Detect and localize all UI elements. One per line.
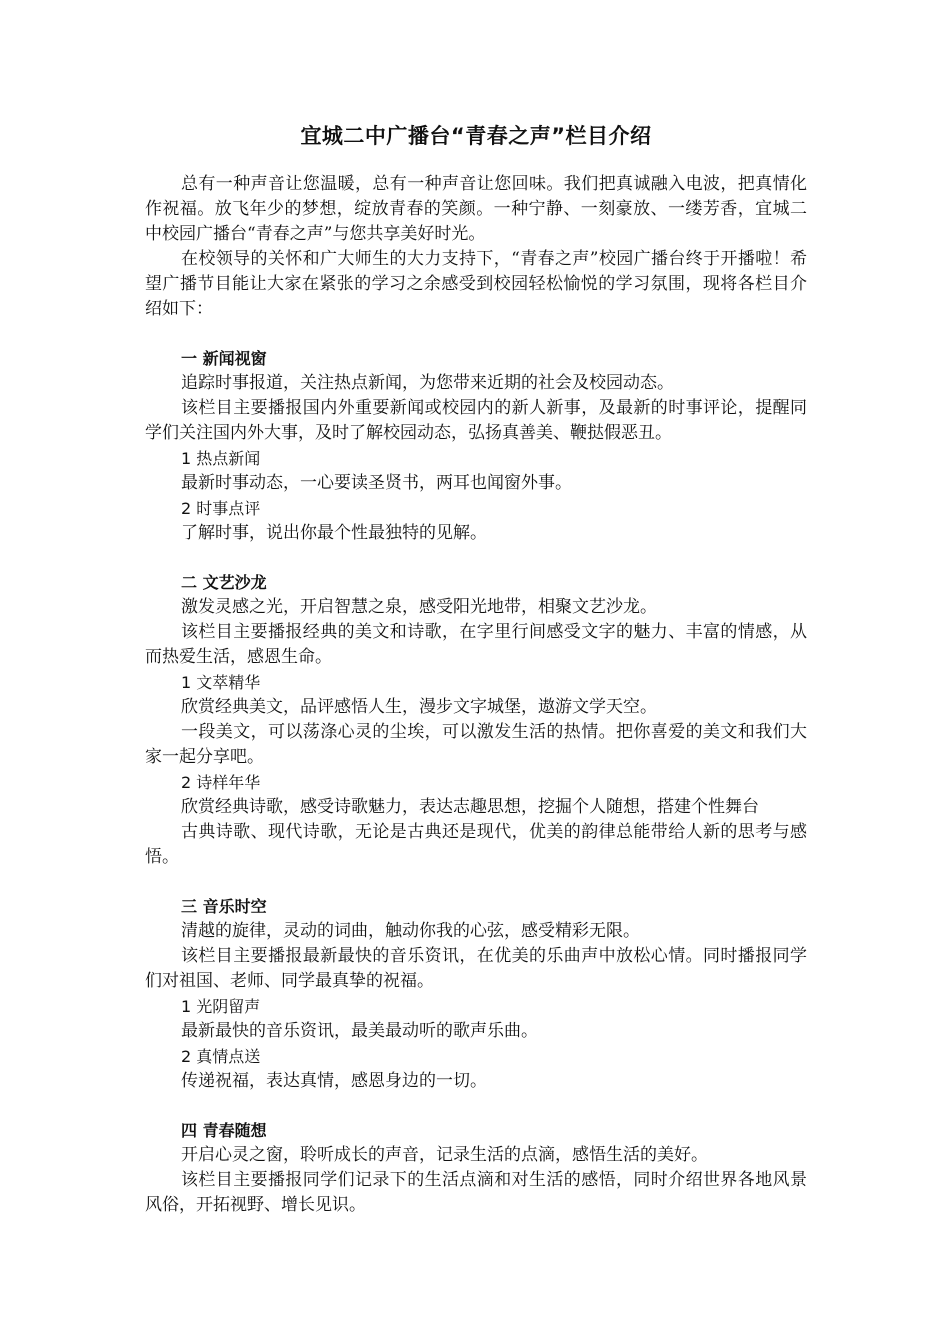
subsection-label: 1 文萃精华 xyxy=(181,673,261,692)
section-news xyxy=(145,346,807,546)
subsection-paragraph: 欣赏经典诗歌，感受诗歌魅力，表达志趣思想，挖掘个人随想，搭建个性舞台 xyxy=(181,797,759,817)
section-heading: 三 音乐时空 xyxy=(181,897,267,916)
section-paragraph: 追踪时事报道，关注热点新闻，为您带来近期的社会及校园动态。 xyxy=(181,373,674,393)
section-paragraph: 该栏目主要播报国内外重要新闻或校园内的新人新事，及最新的时事评论，提醒同学们关注国内外大事，及时了解校园动态，弘扬真善美、鞭挞假恶丑。 xyxy=(145,398,807,443)
section-paragraph: 该栏目主要播报同学们记录下的生活点滴和对生活的感悟，同时介绍世界各地风景风俗，开拓视野、增长见识。 xyxy=(145,1170,807,1215)
subsection-paragraph: 最新时事动态，一心要读圣贤书，两耳也闻窗外事。 xyxy=(181,473,572,493)
document-content xyxy=(145,118,807,1218)
section-heading: 四 青春随想 xyxy=(181,1121,267,1140)
subsection-label: 1 光阴留声 xyxy=(181,997,261,1016)
section-paragraph: 开启心灵之窗，聆听成长的声音，记录生活的点滴，感悟生活的美好。 xyxy=(181,1145,708,1165)
section-paragraph: 该栏目主要播报经典的美文和诗歌，在字里行间感受文字的魅力、丰富的情感，从而热爱生活，感恩生命。 xyxy=(145,622,807,667)
subsection-paragraph: 一段美文，可以荡涤心灵的尘埃，可以激发生活的热情。把你喜爱的美文和我们大家一起分享吧。 xyxy=(145,722,807,767)
section-arts xyxy=(145,570,807,870)
section-youth xyxy=(145,1118,807,1218)
subsection-paragraph: 了解时事，说出你最个性最独特的见解。 xyxy=(181,523,487,543)
subsection-paragraph: 传递祝福，表达真情，感恩身边的一切。 xyxy=(181,1071,487,1091)
subsection-paragraph: 古典诗歌、现代诗歌，无论是古典还是现代，优美的韵律总能带给人新的思考与感悟。 xyxy=(145,822,807,867)
subsection-label: 2 时事点评 xyxy=(181,499,261,518)
section-heading: 二 文艺沙龙 xyxy=(181,573,267,592)
subsection-paragraph: 欣赏经典美文，品评感悟人生，漫步文字城堡，遨游文学天空。 xyxy=(181,697,657,717)
intro xyxy=(145,172,807,322)
page-title: 宜城二中广播台“青春之声”栏目介绍 xyxy=(300,124,652,148)
section-paragraph: 该栏目主要播报最新最快的音乐资讯，在优美的乐曲声中放松心情。同时播报同学们对祖国、老师、同学最真挚的祝福。 xyxy=(145,946,807,991)
section-paragraph: 清越的旋律，灵动的词曲，触动你我的心弦，感受精彩无限。 xyxy=(181,921,640,941)
intro-paragraph-2: 在校领导的关怀和广大师生的大力支持下，“青春之声”校园广播台终于开播啦！希望广播节目能让大家在紧张的学习之余感受到校园轻松愉悦的学习氛围，现将各栏目介绍如下： xyxy=(145,249,807,319)
section-heading: 一 新闻视窗 xyxy=(181,349,267,368)
subsection-paragraph: 最新最快的音乐资讯，最美最动听的歌声乐曲。 xyxy=(181,1021,538,1041)
intro-paragraph-1: 总有一种声音让您温暖，总有一种声音让您回味。我们把真诚融入电波，把真情化作祝福。放飞年少的梦想，绽放青春的笑颜。一种宁静、一刻豪放、一缕芳香，宜城二中校园广播台“青春之声”与您共享美好时光。 xyxy=(145,174,807,244)
subsection-label: 1 热点新闻 xyxy=(181,449,261,468)
section-paragraph: 激发灵感之光，开启智慧之泉，感受阳光地带，相聚文艺沙龙。 xyxy=(181,597,657,617)
subsection-label: 2 诗样年华 xyxy=(181,773,261,792)
subsection-label: 2 真情点送 xyxy=(181,1047,261,1066)
section-music xyxy=(145,894,807,1094)
